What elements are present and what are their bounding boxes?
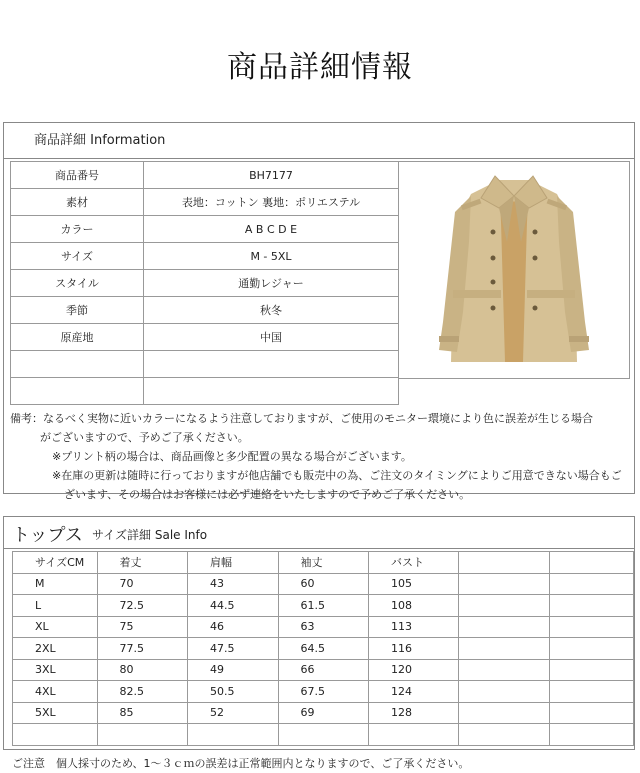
- size-cell: 67.5: [278, 681, 369, 703]
- size-cell: 75: [97, 616, 188, 638]
- note-line: ※プリント柄の場合は、商品画像と多少配置の異なる場合がございます。: [52, 450, 412, 463]
- info-row: [11, 297, 399, 324]
- note-line: 備考：なるべく実物に近いカラーになるよう注意しておりますが、ご使用のモニター環境により色に誤差が生じる場合: [10, 412, 593, 425]
- size-row: [13, 638, 634, 660]
- size-table: [12, 551, 634, 746]
- size-subtitle: サイズ詳細 Sale Info: [92, 528, 208, 542]
- info-label: スタイル: [11, 270, 144, 297]
- size-cell: 85: [97, 702, 188, 724]
- size-cell: [549, 595, 633, 617]
- info-label: 商品番号: [11, 162, 144, 189]
- size-cell: [188, 724, 279, 746]
- size-cell: [459, 552, 549, 574]
- size-row: [13, 702, 634, 724]
- size-row: [13, 659, 634, 681]
- size-cell: 3XL: [13, 659, 98, 681]
- size-cell: 82.5: [97, 681, 188, 703]
- size-cell: 64.5: [278, 638, 369, 660]
- size-row: [13, 595, 634, 617]
- info-row: [11, 243, 399, 270]
- size-cell: 49: [188, 659, 279, 681]
- size-cell: [278, 724, 369, 746]
- note-line: ※在庫の更新は随時に行っておりますが他店舗でも販売中の為、ご注文のタイミングによりご用意できない場合もご: [52, 469, 622, 482]
- size-row: [13, 552, 634, 574]
- size-cell: 肩幅: [188, 552, 279, 574]
- size-cell: [459, 702, 549, 724]
- size-cell: [369, 724, 459, 746]
- size-row: [13, 724, 634, 746]
- note-line: ざいます、その場合はお客様には必ず連絡をいたしますので予めご了承ください。: [64, 488, 471, 501]
- size-cell: 52: [188, 702, 279, 724]
- size-cell: [549, 681, 633, 703]
- trench-coat-image: [399, 162, 629, 378]
- size-row: [13, 681, 634, 703]
- size-cell: 116: [369, 638, 459, 660]
- size-section: [3, 516, 635, 750]
- size-cell: 77.5: [97, 638, 188, 660]
- product-photo: [398, 161, 630, 379]
- size-cell: [459, 724, 549, 746]
- size-cell: 113: [369, 616, 459, 638]
- size-row: [13, 616, 634, 638]
- info-row: [11, 270, 399, 297]
- size-cell: [549, 573, 633, 595]
- size-cell: 5XL: [13, 702, 98, 724]
- information-header: 商品詳細 Information: [4, 123, 634, 159]
- info-row: [11, 378, 399, 405]
- size-cell: [13, 724, 98, 746]
- size-cell: 105: [369, 573, 459, 595]
- size-cell: 50.5: [188, 681, 279, 703]
- size-cell: 61.5: [278, 595, 369, 617]
- size-header: [4, 517, 634, 549]
- information-table: [10, 161, 399, 405]
- size-cell: 124: [369, 681, 459, 703]
- size-cell: 60: [278, 573, 369, 595]
- size-cell: [459, 616, 549, 638]
- size-cell: [459, 573, 549, 595]
- info-label: [11, 351, 144, 378]
- note-line: がございますので、予めご了承ください。: [40, 431, 249, 444]
- info-row: [11, 324, 399, 351]
- size-cell: 袖丈: [278, 552, 369, 574]
- info-label: 季節: [11, 297, 144, 324]
- size-cell: 47.5: [188, 638, 279, 660]
- size-cell: バスト: [369, 552, 459, 574]
- size-cell: 46: [188, 616, 279, 638]
- size-cell: [549, 552, 633, 574]
- info-value: A B C D E: [144, 216, 399, 243]
- size-cell: 63: [278, 616, 369, 638]
- size-cell: [459, 681, 549, 703]
- size-cell: 128: [369, 702, 459, 724]
- info-value: [144, 351, 399, 378]
- info-value: 秋冬: [144, 297, 399, 324]
- size-cell: [549, 659, 633, 681]
- size-cell: [549, 616, 633, 638]
- size-cell: M: [13, 573, 98, 595]
- size-cell: サイズCM: [13, 552, 98, 574]
- info-value: [144, 378, 399, 405]
- size-cell: 44.5: [188, 595, 279, 617]
- size-cell: 120: [369, 659, 459, 681]
- info-value: BH7177: [144, 162, 399, 189]
- notes: [10, 409, 630, 504]
- info-row: [11, 216, 399, 243]
- size-cell: [459, 595, 549, 617]
- info-label: 素材: [11, 189, 144, 216]
- size-cell: 着丈: [97, 552, 188, 574]
- information-section: [3, 122, 635, 501]
- size-cell: [459, 638, 549, 660]
- size-category-title: トップス: [12, 525, 83, 546]
- info-value: 通勤レジャー: [144, 270, 399, 297]
- info-row: [11, 351, 399, 378]
- info-label: サイズ: [11, 243, 144, 270]
- size-cell: 66: [278, 659, 369, 681]
- size-cell: [549, 724, 633, 746]
- size-cell: 2XL: [13, 638, 98, 660]
- info-value: 中国: [144, 324, 399, 351]
- size-cell: [459, 659, 549, 681]
- size-cell: 69: [278, 702, 369, 724]
- size-cell: 43: [188, 573, 279, 595]
- size-cell: XL: [13, 616, 98, 638]
- size-cell: L: [13, 595, 98, 617]
- info-row: [11, 162, 399, 189]
- size-cell: 70: [97, 573, 188, 595]
- size-cell: 72.5: [97, 595, 188, 617]
- size-row: [13, 573, 634, 595]
- info-label: 原産地: [11, 324, 144, 351]
- info-value: M - 5XL: [144, 243, 399, 270]
- page-title: 商品詳細情報: [227, 50, 413, 85]
- footer-note: ご注意 個人採寸のため、1～３ｃｍの誤差は正常範囲内となりますので、ご了承ください。: [12, 757, 470, 770]
- info-label: カラー: [11, 216, 144, 243]
- size-cell: 4XL: [13, 681, 98, 703]
- size-cell: [97, 724, 188, 746]
- size-cell: 108: [369, 595, 459, 617]
- info-value: 表地：コットン 裏地：ポリエステル: [144, 189, 399, 216]
- size-cell: 80: [97, 659, 188, 681]
- info-label: [11, 378, 144, 405]
- info-row: [11, 189, 399, 216]
- size-cell: [549, 702, 633, 724]
- size-cell: [549, 638, 633, 660]
